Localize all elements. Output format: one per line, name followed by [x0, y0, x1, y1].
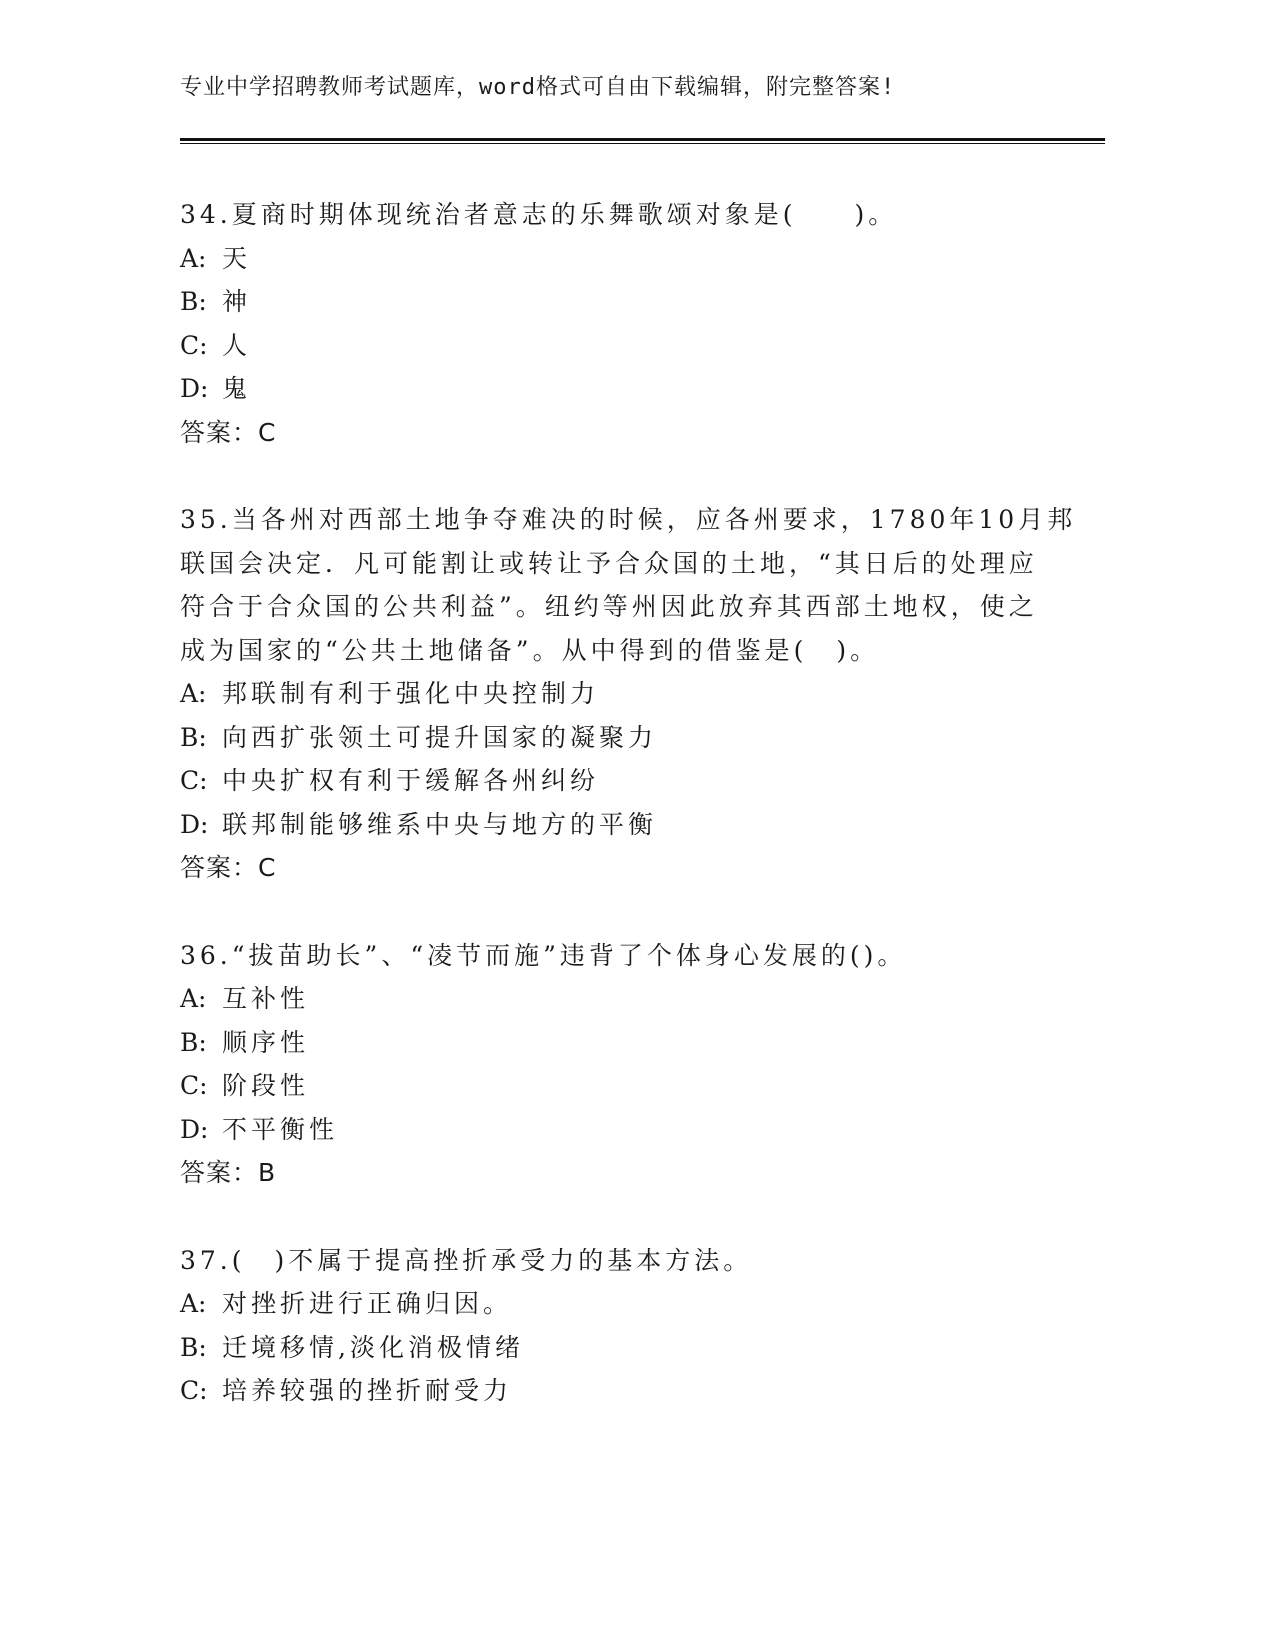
option-key: D:: [180, 809, 209, 839]
option-text: 迁境移情,淡化消极情绪: [222, 1332, 524, 1362]
option-key: D:: [180, 374, 209, 403]
option-text: 鬼: [222, 374, 252, 403]
question-stem: 34.夏商时期体现统治者意志的乐舞歌颂对象是( )。: [180, 200, 898, 229]
option-key: D:: [180, 1114, 209, 1144]
question-36: [180, 934, 1080, 1195]
question-37: [180, 1239, 1080, 1413]
header-rule-thick: [180, 138, 1105, 141]
option-text: 向西扩张领土可提升国家的凝聚力: [222, 722, 658, 752]
option-key: B:: [180, 1332, 207, 1362]
option-b: [180, 1021, 1080, 1065]
option-text: 人: [222, 330, 252, 360]
question-stem-line: 成为国家的“公共土地储备”。从中得到的借鉴是( )。: [180, 635, 880, 665]
option-key: A:: [180, 243, 207, 273]
option-d: [180, 367, 1080, 411]
option-key: B:: [180, 1027, 207, 1057]
option-text: 神: [222, 287, 252, 316]
option-a: [180, 237, 1080, 281]
header-rule-thin: [180, 143, 1105, 144]
option-text: 对挫折进行正确归因。: [222, 1289, 513, 1318]
option-c: [180, 1064, 1080, 1108]
question-stem-line: 35.当各州对西部土地争夺难决的时候，应各州要求，1780年10月邦: [180, 505, 1077, 534]
option-text: 邦联制有利于强化中央控制力: [222, 679, 600, 708]
option-c: [180, 759, 1080, 803]
option-key: B:: [180, 722, 207, 752]
option-key: B:: [180, 287, 207, 316]
option-a: [180, 977, 1080, 1021]
question-stem-line: 符合于合众国的公共利益”。纽约等州因此放弃其西部土地权，使之: [180, 592, 1038, 621]
question-stem: 37.( )不属于提高挫折承受力的基本方法。: [180, 1245, 753, 1275]
option-b: [180, 280, 1080, 324]
option-d: [180, 803, 1080, 847]
answer-line: 答案：B: [180, 1158, 277, 1187]
option-text: 互补性: [222, 984, 310, 1013]
option-key: A:: [180, 984, 207, 1013]
answer-line: 答案：C: [180, 417, 277, 447]
option-text: 天: [222, 243, 252, 273]
option-text: 阶段性: [222, 1071, 310, 1100]
option-text: 顺序性: [222, 1027, 310, 1057]
option-key: A:: [180, 1289, 207, 1318]
option-text: 联邦制能够维系中央与地方的平衡: [222, 809, 658, 839]
page-header-text: 专业中学招聘教师考试题库，word格式可自由下载编辑，附完整答案!: [180, 75, 896, 100]
option-key: C:: [180, 330, 208, 360]
option-d: [180, 1108, 1080, 1152]
option-key: A:: [180, 679, 207, 708]
option-text: 培养较强的挫折耐受力: [222, 1376, 513, 1405]
option-key: C:: [180, 766, 208, 795]
question-35: [180, 498, 1080, 890]
option-text: 不平衡性: [222, 1114, 339, 1144]
option-b: [180, 1326, 1080, 1370]
option-key: C:: [180, 1071, 208, 1100]
option-b: [180, 716, 1080, 760]
question-list: [180, 193, 1080, 1457]
option-c: [180, 324, 1080, 368]
answer-line: 答案：C: [180, 853, 277, 882]
question-stem-line: 联国会决定．凡可能割让或转让予合众国的土地，“其日后的处理应: [180, 548, 1038, 578]
option-a: [180, 1282, 1080, 1326]
option-text: 中央扩权有利于缓解各州纠纷: [222, 766, 600, 795]
question-stem: 36.“拔苗助长”、“凌节而施”违背了个体身心发展的()。: [180, 940, 907, 970]
option-a: [180, 672, 1080, 716]
option-key: C:: [180, 1376, 208, 1405]
option-c: [180, 1369, 1080, 1413]
question-34: [180, 193, 1080, 454]
